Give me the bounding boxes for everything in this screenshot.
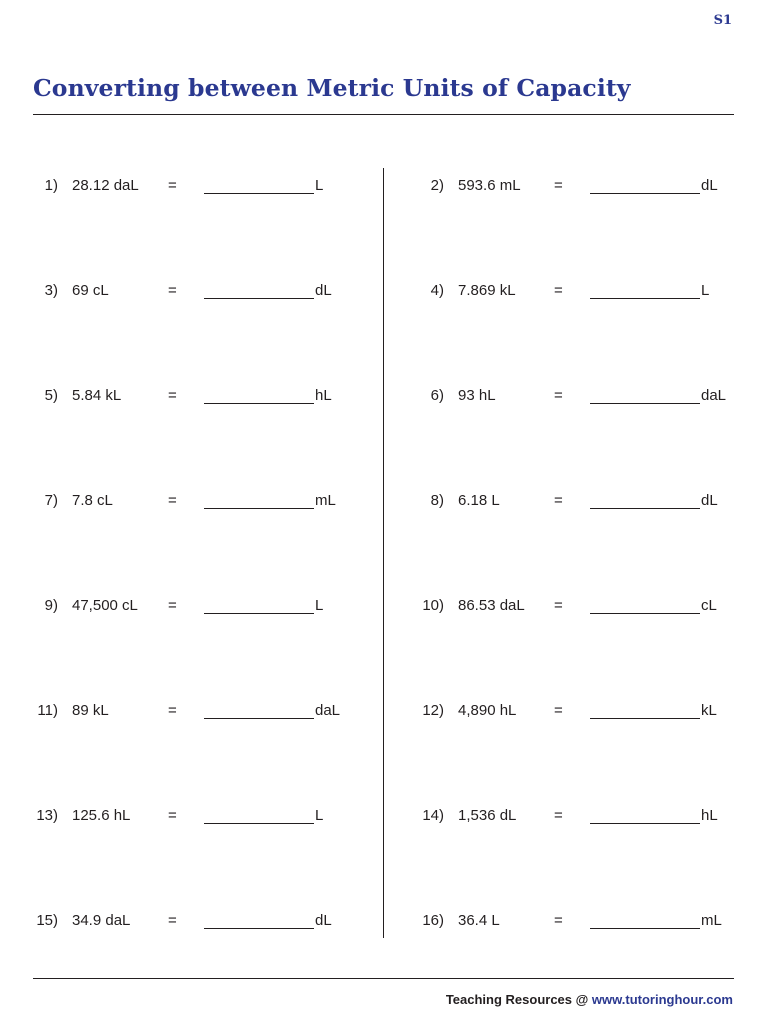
footer-site-link[interactable]: www.tutoringhour.com (591, 992, 733, 1007)
problem-value: 5.84 kL (72, 387, 122, 404)
equals-sign: = (554, 702, 563, 719)
answer-blank[interactable] (204, 613, 314, 614)
target-unit: dL (315, 282, 332, 299)
problem-value: 89 kL (72, 702, 109, 719)
problem-number: 11) (37, 702, 58, 719)
problem-value: 7.8 cL (72, 492, 113, 509)
problem-12 (416, 699, 768, 723)
target-unit: dL (701, 492, 718, 509)
answer-blank[interactable] (204, 718, 314, 719)
equals-sign: = (554, 177, 563, 194)
target-unit: L (315, 807, 324, 824)
problem-number: 14) (422, 807, 444, 824)
problem-number: 4) (430, 282, 444, 299)
problem-value: 28.12 daL (72, 177, 139, 194)
problem-value: 93 hL (458, 387, 496, 404)
answer-blank[interactable] (204, 193, 314, 194)
problem-number: 2) (430, 177, 444, 194)
equals-sign: = (168, 912, 177, 929)
problem-number: 5) (44, 387, 58, 404)
problem-number: 10) (422, 597, 444, 614)
problem-value: 7.869 kL (458, 282, 516, 299)
answer-blank[interactable] (204, 823, 314, 824)
target-unit: mL (701, 912, 722, 929)
answer-blank[interactable] (204, 298, 314, 299)
problem-number: 13) (36, 807, 58, 824)
problem-number: 7) (44, 492, 58, 509)
footer-divider (33, 978, 734, 979)
page-title: Converting between Metric Units of Capacity (33, 74, 631, 102)
target-unit: dL (701, 177, 718, 194)
problem-16 (416, 909, 768, 933)
sheet-code: S1 (713, 13, 732, 28)
target-unit: mL (315, 492, 336, 509)
equals-sign: = (554, 597, 563, 614)
problem-value: 47,500 cL (72, 597, 138, 614)
problem-8 (416, 489, 768, 513)
problem-number: 3) (44, 282, 58, 299)
equals-sign: = (554, 807, 563, 824)
answer-blank[interactable] (590, 403, 700, 404)
equals-sign: = (168, 282, 177, 299)
problem-number: 8) (430, 492, 444, 509)
answer-blank[interactable] (204, 508, 314, 509)
target-unit: daL (701, 387, 727, 404)
answer-blank[interactable] (590, 298, 700, 299)
problem-5 (30, 384, 390, 408)
problem-value: 593.6 mL (458, 177, 521, 194)
target-unit: L (701, 282, 710, 299)
problem-2 (416, 174, 768, 198)
problem-number: 12) (422, 702, 444, 719)
target-unit: dL (315, 912, 332, 929)
equals-sign: = (168, 807, 177, 824)
equals-sign: = (168, 177, 177, 194)
answer-blank[interactable] (590, 508, 700, 509)
problem-number: 15) (36, 912, 58, 929)
problem-value: 6.18 L (458, 492, 500, 509)
target-unit: L (315, 177, 324, 194)
footer-label: Teaching Resources @ (445, 992, 592, 1007)
problem-6 (416, 384, 768, 408)
answer-blank[interactable] (590, 613, 700, 614)
problem-value: 86.53 daL (458, 597, 525, 614)
answer-blank[interactable] (204, 403, 314, 404)
problem-9 (30, 594, 390, 618)
equals-sign: = (554, 912, 563, 929)
problem-10 (416, 594, 768, 618)
problem-14 (416, 804, 768, 828)
equals-sign: = (168, 492, 177, 509)
equals-sign: = (168, 387, 177, 404)
target-unit: cL (701, 597, 717, 614)
problem-value: 34.9 daL (72, 912, 131, 929)
target-unit: hL (315, 387, 332, 404)
target-unit: kL (701, 702, 717, 719)
problem-15 (30, 909, 390, 933)
problem-number: 9) (44, 597, 58, 614)
equals-sign: = (554, 387, 563, 404)
equals-sign: = (554, 282, 563, 299)
problem-value: 4,890 hL (458, 702, 517, 719)
answer-blank[interactable] (590, 718, 700, 719)
footer (446, 992, 733, 1007)
problem-value: 69 cL (72, 282, 109, 299)
target-unit: L (315, 597, 324, 614)
problem-number: 1) (44, 177, 58, 194)
target-unit: daL (315, 702, 341, 719)
problem-value: 125.6 hL (72, 807, 131, 824)
target-unit: hL (701, 807, 718, 824)
problem-7 (30, 489, 390, 513)
answer-blank[interactable] (590, 193, 700, 194)
equals-sign: = (168, 702, 177, 719)
equals-sign: = (554, 492, 563, 509)
problem-11 (30, 699, 390, 723)
problem-1 (30, 174, 390, 198)
title-divider (33, 114, 734, 115)
problem-value: 1,536 dL (458, 807, 517, 824)
answer-blank[interactable] (590, 928, 700, 929)
problem-number: 6) (430, 387, 444, 404)
problem-number: 16) (422, 912, 444, 929)
problem-3 (30, 279, 390, 303)
problem-value: 36.4 L (458, 912, 500, 929)
problem-13 (30, 804, 390, 828)
problem-4 (416, 279, 768, 303)
answer-blank[interactable] (590, 823, 700, 824)
equals-sign: = (168, 597, 177, 614)
answer-blank[interactable] (204, 928, 314, 929)
